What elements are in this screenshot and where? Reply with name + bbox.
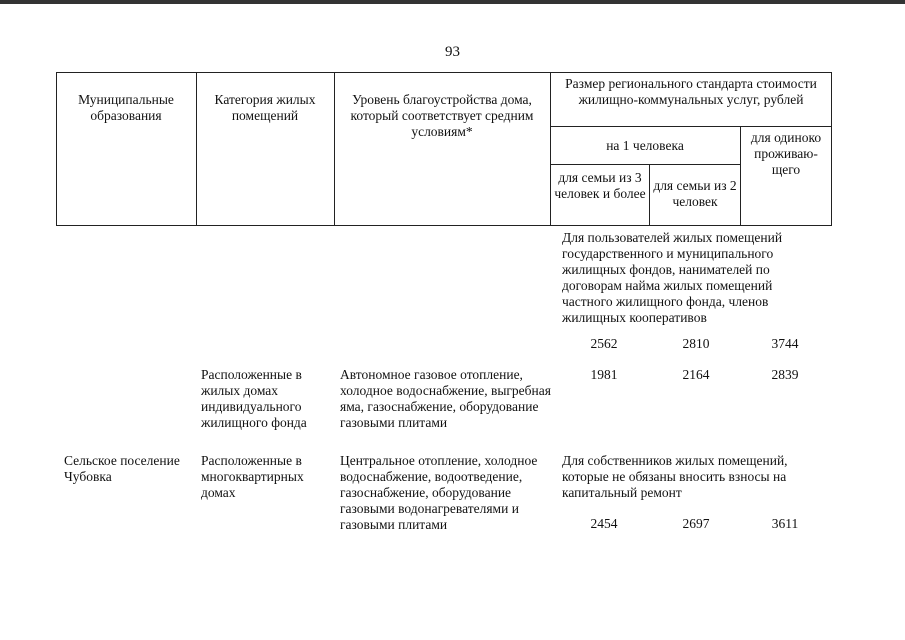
header-bottom-rule xyxy=(56,225,832,226)
table-header xyxy=(56,72,832,226)
header-col-border-3 xyxy=(550,72,551,226)
header-municipality: Муниципальные образования xyxy=(78,92,174,123)
header-family2: для семьи из 2 человек xyxy=(653,178,737,209)
header-standard-size: Размер регионального стандарта стоимости жилищно-коммунальных услуг, рублей xyxy=(565,76,817,107)
owners-value-single: 3611 xyxy=(771,516,799,531)
individual-level: Автономное газовое отопление, холодное водоснабжение, выгребная яма, газоснабжение, оборудование газовыми плитами xyxy=(340,367,551,430)
header-family3: для семьи из 3 человек и более xyxy=(554,170,646,201)
scan-top-edge xyxy=(0,0,905,4)
chubovka-municipality: Сельское поселение Чубовка xyxy=(64,453,180,484)
header-category: Категория жилых помещений xyxy=(214,92,316,123)
users-note: Для пользователей жилых помещений государственного и муниципального жилищных фондов, нанимателей по договорам найма жилых помещений частного жилищного фонда, членов жилищных кооперативов xyxy=(562,230,783,325)
header-col-border-2 xyxy=(334,72,335,226)
individual-value-single: 2839 xyxy=(771,367,799,382)
header-col-border-6 xyxy=(831,72,832,226)
header-per-person: на 1 человека xyxy=(606,138,684,153)
chubovka-category: Расположенные в многоквартирных домах xyxy=(201,453,304,500)
header-col-border-1 xyxy=(196,72,197,226)
header-col-border-0 xyxy=(56,72,57,226)
users-value-single: 3744 xyxy=(771,336,799,351)
individual-value-family2: 2164 xyxy=(682,367,710,382)
header-inner-rule-1 xyxy=(550,126,832,127)
header-top-rule xyxy=(56,72,832,73)
individual-category: Расположенные в жилых домах индивидуального жилищного фонда xyxy=(201,367,307,430)
owners-value-family2: 2697 xyxy=(682,516,710,531)
individual-value-family3: 1981 xyxy=(590,367,618,382)
owners-value-family3: 2454 xyxy=(590,516,618,531)
header-single: для одиноко проживаю-щего xyxy=(750,130,822,177)
users-value-family3: 2562 xyxy=(590,336,618,351)
header-level: Уровень благоустройства дома, который соответствует средним условиям* xyxy=(350,92,534,139)
header-inner-rule-2 xyxy=(550,164,740,165)
header-col-border-5 xyxy=(740,126,741,226)
owners-note: Для собственников жилых помещений, которые не обязаны вносить взносы на капитальный ремонт xyxy=(562,453,788,500)
header-col-border-4 xyxy=(649,164,650,226)
page-number: 93 xyxy=(445,44,460,60)
chubovka-level: Центральное отопление, холодное водоснабжение, водоотведение, газоснабжение, оборудование газовыми водонагревателями и газовыми плитами xyxy=(340,453,538,532)
users-value-family2: 2810 xyxy=(682,336,710,351)
